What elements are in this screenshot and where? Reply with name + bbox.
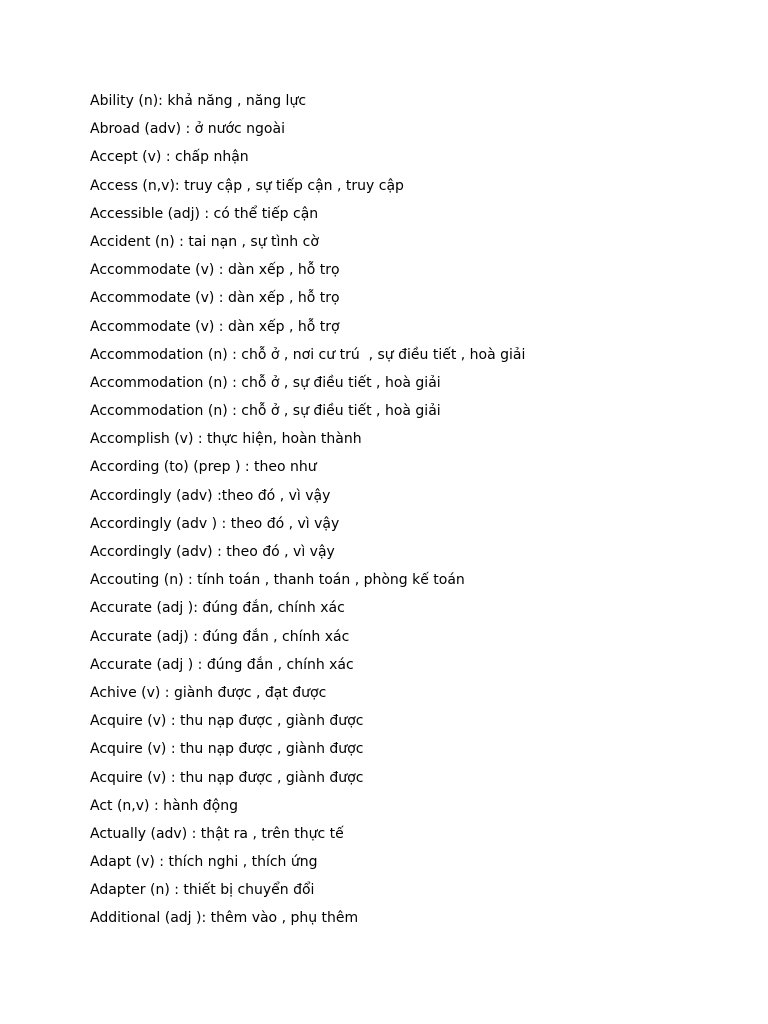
vocabulary-entry: Act (n,v) : hành động [90,797,238,814]
vocabulary-entry: Additional (adj ): thêm vào , phụ thêm [90,910,359,927]
vocabulary-entry: Accessible (adj) : có thể tiếp cận [90,205,319,222]
vocabulary-entry: Acquire (v) : thu nạp được , giành được [90,713,364,730]
vocabulary-entry: Accident (n) : tai nạn , sự tình cờ [90,233,319,250]
vocabulary-entry: Accommodate (v) : dàn xếp , hỗ trợ [90,318,340,335]
vocabulary-entry: Adapt (v) : thích nghi , thích ứng [90,854,318,871]
vocabulary-entry: Accommodate (v) : dàn xếp , hỗ trọ [90,262,340,279]
vocabulary-entry: Accurate (adj) : đúng đắn , chính xác [90,628,350,645]
vocabulary-entry: Accommodation (n) : chỗ ở , sự điều tiết , hoà giải [90,374,441,391]
vocabulary-entry: Achive (v) : giành được , đạt được [90,684,327,701]
vocabulary-entry: Actually (adv) : thật ra , trên thực tế [90,825,344,842]
vocabulary-list [90,89,525,935]
vocabulary-entry: Accurate (adj ): đúng đắn, chính xác [90,600,345,617]
vocabulary-entry: Accordingly (adv) :theo đó , vì vậy [90,487,331,504]
vocabulary-entry: Accordingly (adv) : theo đó , vì vậy [90,544,335,560]
vocabulary-entry: Accommodation (n) : chỗ ở , sự điều tiết , hoà giải [90,403,441,420]
vocabulary-entry: Accouting (n) : tính toán , thanh toán , phòng kế toán [90,572,465,589]
vocabulary-entry: Abroad (adv) : ở nước ngoài [90,121,285,138]
vocabulary-entry: Acquire (v) : thu nạp được , giành được [90,741,364,758]
vocabulary-entry: Accurate (adj ) : đúng đắn , chính xác [90,656,354,673]
vocabulary-entry: According (to) (prep ) : theo như [90,459,317,476]
vocabulary-entry: Accommodate (v) : dàn xếp , hỗ trọ [90,290,340,307]
vocabulary-entry: Accommodation (n) : chỗ ở , nơi cư trú , sự điều tiết , hoà giải [90,346,526,363]
vocabulary-entry: Accept (v) : chấp nhận [90,149,249,166]
vocabulary-entry: Access (n,v): truy cập , sự tiếp cận , truy cập [90,177,404,194]
vocabulary-entry: Acquire (v) : thu nạp được , giành được [90,769,364,786]
vocabulary-entry: Ability (n): khả năng , năng lực [90,93,307,109]
vocabulary-entry: Adapter (n) : thiết bị chuyển đổi [90,882,315,899]
vocabulary-entry: Accomplish (v) : thực hiện, hoàn thành [90,431,362,448]
vocabulary-entry: Accordingly (adv ) : theo đó , vì vậy [90,515,340,532]
